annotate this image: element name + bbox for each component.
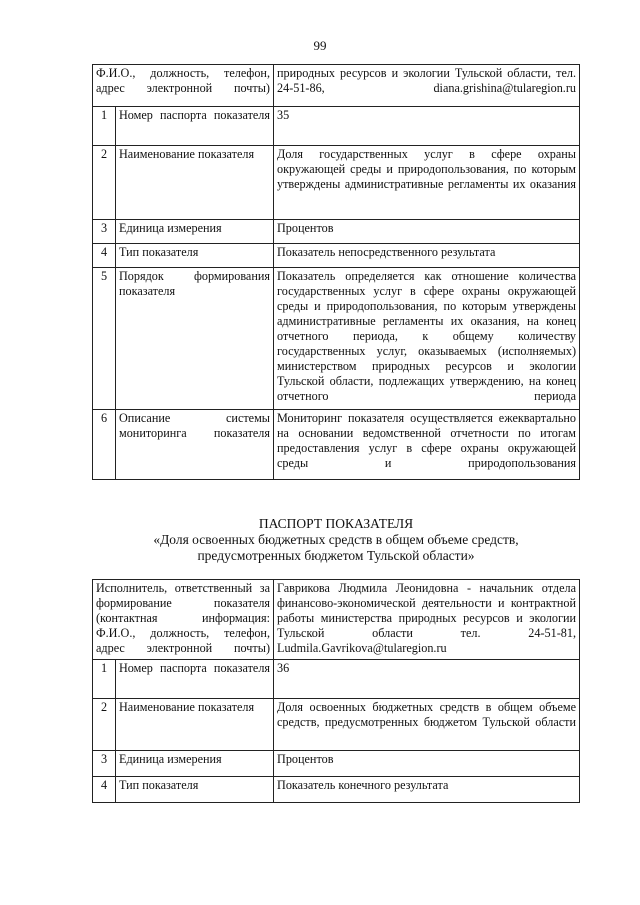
row-number: 4 — [93, 244, 116, 268]
table-row — [93, 777, 580, 803]
table-row — [93, 268, 580, 410]
passport-table-36 — [92, 579, 580, 803]
table-row — [93, 244, 580, 268]
row-number: 2 — [93, 699, 116, 751]
row-value: Процентов — [274, 220, 580, 244]
row-number: 3 — [93, 220, 116, 244]
row-number: 5 — [93, 268, 116, 410]
page-number: 99 — [313, 38, 327, 53]
executor-value: Гаврикова Людмила Леонидовна - начальник отдела финансово-экономической деятельности и контрактной работы министерства природных ресурсов и экологии Тульской области тел. 24-51-81, Ludmila.Gavrikova@tularegion.ru — [274, 580, 580, 660]
row-number: 4 — [93, 777, 116, 803]
section-subtitle-line1: «Доля освоенных бюджетных средств в общем объеме средств, — [153, 532, 519, 547]
table-row — [93, 107, 580, 146]
row-value: Мониторинг показателя осуществляется ежеквартально на основании ведомственной отчетности по итогам предоставления услуг в сфере охраны окружающей среды и природопользования — [274, 410, 580, 480]
row-label: Наименование показателя — [116, 699, 274, 751]
row-value: Процентов — [274, 751, 580, 777]
row-label: Единица измерения — [116, 751, 274, 777]
row-label: Номер паспорта показателя — [116, 660, 274, 699]
contact-label: Ф.И.О., должность, телефон, адрес электронной почты) — [93, 65, 274, 107]
table-row-executor — [93, 580, 580, 660]
section-heading — [92, 516, 580, 564]
passport-table-35 — [92, 64, 580, 480]
row-value: Доля государственных услуг в сфере охраны окружающей среды и природопользования, по которым утверждены административные регламенты их оказания — [274, 146, 580, 220]
row-value: Доля освоенных бюджетных средств в общем объеме средств, предусмотренных бюджетом Тульской области — [274, 699, 580, 751]
executor-label: Исполнитель, ответственный за формирование показателя (контактная информация: Ф.И.О., должность, телефон, адрес электронной почты) — [93, 580, 274, 660]
row-label: Тип показателя — [116, 777, 274, 803]
row-label: Описание системы мониторинга показателя — [116, 410, 274, 480]
row-label: Тип показателя — [116, 244, 274, 268]
section-subtitle-line2: предусмотренных бюджетом Тульской области» — [197, 548, 475, 563]
section-title: ПАСПОРТ ПОКАЗАТЕЛЯ — [258, 516, 414, 531]
table-row — [93, 660, 580, 699]
row-label: Номер паспорта показателя — [116, 107, 274, 146]
table-row — [93, 699, 580, 751]
row-number: 1 — [93, 660, 116, 699]
row-label: Порядок формирования показателя — [116, 268, 274, 410]
row-value: Показатель непосредственного результата — [274, 244, 580, 268]
contact-value: природных ресурсов и экологии Тульской области, тел. 24-51-86, diana.grishina@tularegion.ru — [274, 65, 580, 107]
row-number: 3 — [93, 751, 116, 777]
table-row — [93, 410, 580, 480]
row-value: Показатель определяется как отношение количества государственных услуг в сфере охраны окружающей среды и природопользования, по которым утверждены административные регламенты их оказания, на конец отчетного периода, к общему количеству государственных услуг, оказываемых (исполняемых) министерством природных ресурсов и экологии Тульской области, подлежащих утверждению, на конец отчетного периода — [274, 268, 580, 410]
row-label: Единица измерения — [116, 220, 274, 244]
table-row — [93, 220, 580, 244]
table-row — [93, 146, 580, 220]
row-value: Показатель конечного результата — [274, 777, 580, 803]
table-row-contact — [93, 65, 580, 107]
row-label: Наименование показателя — [116, 146, 274, 220]
row-value: 35 — [274, 107, 580, 146]
row-value: 36 — [274, 660, 580, 699]
row-number: 2 — [93, 146, 116, 220]
table-row — [93, 751, 580, 777]
row-number: 6 — [93, 410, 116, 480]
row-number: 1 — [93, 107, 116, 146]
